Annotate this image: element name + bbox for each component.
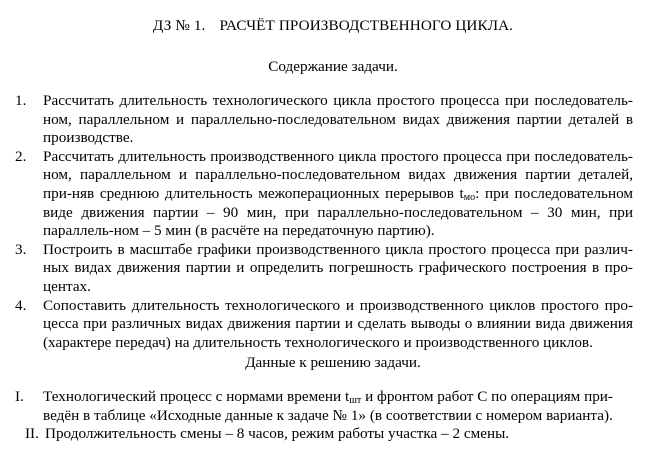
task-text: Рассчитать длительность технологического цикла простого процесса при последователь-ном, параллельном и параллельно-последовательном видах движения партии деталей в производстве. [43,92,633,147]
task-text-part: Рассчитать длительность производственного цикла простого процесса при последователь-ном, параллельном и параллельно-последовательном видах движения партии деталей, при-няв среднюю длительность межоперационных перерывов t [43,147,633,202]
task-text-part: : при последовательном виде движения партии – 90 мин, при параллельно-последовательном – 30 мин, при параллель-ном – 5 мин (в расчёте на передаточную партию). [43,184,633,240]
data-text-part: Технологический процесс с нормами времени t [43,388,350,405]
task-number: 3. [15,240,27,258]
task-item-3 [0,241,633,297]
data-text [43,388,633,425]
task-text: Построить в масштабе графики производственного цикла простого процесса при различ-ных видах движения партии и определить погрешность графического построения в про-центах. [43,240,633,295]
content-heading: Содержание задачи. [268,58,398,75]
data-text: Продолжительность смены – 8 часов, режим работы участка – 2 смены. [45,425,510,443]
data-number: II. [25,425,39,443]
subscript: шт [349,395,362,406]
title-prefix: ДЗ № 1. [152,17,206,34]
data-list [0,388,666,444]
title-main: РАСЧЁТ ПРОИЗВОДСТВЕННОГО ЦИКЛА. [219,17,514,34]
data-number: I. [15,388,24,405]
subscript: мо [463,191,476,203]
document-title [0,17,666,36]
task-number: 2. [15,147,27,165]
task-list [0,92,666,352]
data-item-2 [0,425,635,444]
task-number: 1. [15,92,27,109]
data-heading: Данные к решению задачи. [245,354,421,371]
data-text-part: и фронтом работ С по операциям при-ведён в таблице «Исходные данные к задаче № 1» (в соответствии с номером варианта). [43,388,613,424]
task-item-4 [0,297,633,353]
task-text: Сопоставить длительность технологического и производственного циклов простого про-цесса при различных видах движения партии и сделать выводы о влиянии вида движения (характере передач) на длительность технологического и производственного циклов. [43,296,633,351]
task-text [43,148,633,241]
task-item-1 [0,92,633,148]
data-item-1 [0,388,633,425]
task-number: 4. [15,296,27,314]
task-item-2 [0,148,633,241]
